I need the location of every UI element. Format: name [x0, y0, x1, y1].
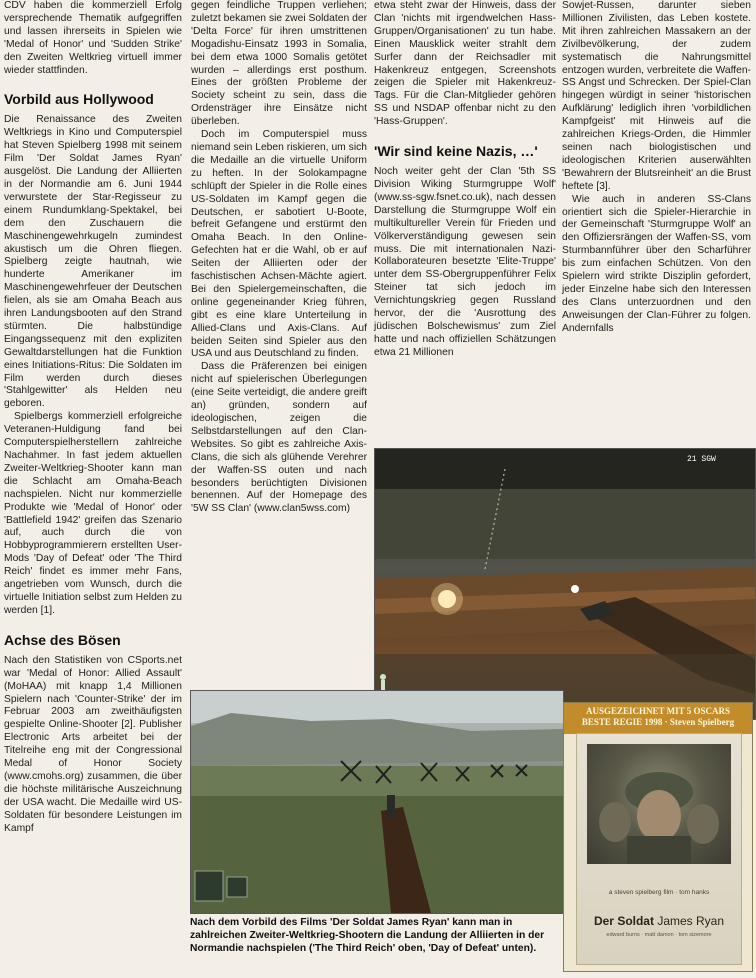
figure-caption: Nach dem Vorbild des Films 'Der Soldat James Ryan' kann man in zahlreichen Zweiter-Weltkrieg-Shootern die Landung der Alliierten in der Normandie nachspielen ('The Third Reich' oben, 'Day of Defeat' unten).	[190, 917, 545, 954]
section-heading: Achse des Bösen	[4, 631, 121, 648]
paragraph: Noch weiter geht der Clan '5th SS Division Wiking Sturmgruppe Wolf' (www.ss-sgw.fsnet.co.uk), nach dessen Darstellung die Sturmgruppe Wolf ein multikultureller Verein für Frieden und Völkerverständigung gewesen sein muss. Die mit internationalen Nazi-Kollaborateuren besetzte 'Elite-Truppe' unter dem SS-Obergruppenführer Felix Steiner tat sich jedoch im Vernichtungskrieg gegen Russland hervor, der die 'Ausrottung des jüdischen Bolschewismus' zum Ziel hatte und nach offiziellen Schätzungen etwa 21 Millionen	[374, 166, 556, 358]
article-column-1	[4, 0, 182, 975]
article-column-3	[374, 0, 556, 450]
poster-photo	[587, 744, 731, 864]
soldier-helmet-icon	[587, 744, 731, 864]
poster-banner-line2: BESTE REGIE 1998 · Steven Spielberg	[581, 717, 735, 727]
poster-frame	[576, 733, 742, 965]
poster-title	[577, 914, 741, 928]
screenshot-day-of-defeat	[190, 690, 564, 914]
paragraph: gegen feindliche Truppen verliehen; zuletzt bekamen sie zwei Soldaten der 'Delta Force' für ihren umstrittenen Mogadishu-Einsatz 1993 in Somalia, bei dem etwa 1000 Somalis getötet wurden – allerdings erst posthum. Eines der größten Probleme der Society scheint zu sein, dass die Ordensträger ihre Einsätze nicht überleben.	[191, 0, 367, 128]
screenshot-the-third-reich	[374, 448, 756, 720]
poster-title-bold: Der Soldat	[593, 914, 654, 928]
paragraph: Doch im Computerspiel muss niemand sein Leben riskieren, um sich die Medaille an die virtuelle Uniform zu heften. In der Solokampagne schlüpft der Spieler in die Rolle eines US-Soldaten im Kampf gegen die Deutschen, er sabotiert U-Boote, befreit Gefangene und erstürmt den Omaha Beach. In den Online-Gefechten hat er die Wahl, ob er auf Seiten der Alliierten oder der faschistischen Achsen-Mächte agiert. Bei den Spielergemeinschaften, die online gegeneinander Krieg führen, gibt es eine klare Unterteilung in Allied-Clans und Axis-Clans. Auf beiden Seiten sind Spieler aus den USA und aus Deutschland zu finden.	[191, 129, 367, 360]
game-scene-beach	[375, 449, 755, 719]
article-column-4	[562, 0, 751, 450]
section-heading: Vorbild aus Hollywood	[4, 91, 154, 108]
paragraph: CDV haben die kommerziell Erfolg versprechende Thematik aufgegriffen und lassen ihrerseits in Spielen wie 'Medal of Honor' und 'Sudden Strike' den Zweiten Weltkrieg virtuell immer wieder stattfinden.	[4, 0, 182, 76]
paragraph: Sowjet-Russen, darunter sieben Millionen Zivilisten, das Leben kostete. Mit ihren zahlreichen Massakern an der Zivilbevölkerung, der zudem systematisch die Nahrungsmittel entzogen wurden, verbreitete die Waffen-SS Angst und Schrecken. Der Spiel-Clan hingegen würdigt in seiner 'historischen Aufklärung' lediglich ihren 'vorbildlichen Kampfgeist' mit Hinweis auf die zahlreichen Kriegs-Orden, die Himmler seinen nach biologistischen und ideologischen Kriterien auserwählten 'Bewahrern der Blutsreinheit' an die Brust heftete [3].	[562, 0, 751, 192]
hud-score: 21 SGW	[687, 455, 716, 464]
poster-title-rest: James Ryan	[657, 914, 725, 928]
paragraph: Die Renaissance des Zweiten Weltkriegs in Kino und Computerspiel hat Steven Spielberg 1998 mit seinem Film 'Der Soldat James Ryan' ausgelöst. Die Landung der Alliierten in der Normandie am 6. Juni 1944 verwurstete der Star-Regisseur zu einem Rundumklang-Spektakel, bei dem den Zuschauern die Maschinengewehrkugeln zumindest akustisch um die Ohren fliegen. Spielberg zeigte hautnah, wie hunderte Amerikaner im Maschinengewehrfeuer der Deutschen fielen, als sie am Omaha Beach aus ihren Landungsbooten auf den Strand stürmten. Die halbstündige Eingangssequenz mit den expliziten Gewaltdarstellungen hat die Funktion eines Initiations-Ritus: Die Soldaten im Film werden durch dieses 'Stahlgewitter' als Helden neu geboren.	[4, 114, 182, 410]
paragraph: etwa steht zwar der Hinweis, dass der Clan 'nichts mit irgendwelchen Hass-Gruppen/Organisationen' zu tun habe. Einen Mausklick weiter strahlt dem Surfer dann der Reichsadler mit Hakenkreuz entgegen, Screenshots zeigen die Spieler mit Hakenkreuz-Tags. Für die Clan-Mitglieder gehören SS und NSDAP offenbar nicht zu den 'Hass-Gruppen'.	[374, 0, 556, 128]
paragraph: Spielbergs kommerziell erfolgreiche Veteranen-Huldigung fand bei Computerspielherstellern zahlreiche Nachahmer. In fast jedem aktuellen Zweiter-Weltkrieg-Shooter kann man die Schlacht am Omaha-Beach nachspielen. Nicht nur kommerzielle Produkte wie 'Medal of Honor' oder 'Battlefield 1942' greifen das Szenario auf, auch durch die von Hobbyprogrammierern erstellten User-Mods 'Day of Defeat' oder 'The Third Reich' findet es immer mehr Fans, angetrieben vom Wunsch, durch die virtuelle Initiation selbst zum Helden zu werden [1].	[4, 411, 182, 616]
game-scene-normandy	[191, 691, 563, 913]
paragraph: Wie auch in anderen SS-Clans orientiert sich die Spieler-Hierarchie in der Gemeinschaft 'Sturmgruppe Wolf' an den Offiziersrängen der Waffen-SS, vom Sturmbannführer über den Scharführer bis zum einfachen Schützen. Von den Spielern wird strikte Disziplin gefordert, jeder Einzelne habe sich den Interessen des Clans unterzuordnen und den Anweisungen der Clan-Führer zu folgen. Andernfalls	[562, 193, 751, 334]
poster-cast: a steven spielberg film · tom hanks	[608, 889, 710, 896]
poster-credits: edward burns · matt damon · tom sizemore	[606, 932, 712, 938]
paragraph: Dass die Präferenzen bei einigen nicht auf spielerischen Überlegungen (eine Seite verteidigt, die andere greift an) gründen, sondern auf ideologischen, zeigen die Selbstdarstellungen auf den Clan-Websites. So gibt es zahlreiche Axis-Clans, die sich als glühende Verehrer der Waffen-SS outen und nach besonders berüchtigten Divisionen benennen. Auf der Homepage des '5W SS Clan' (www.clan5wss.com)	[191, 361, 367, 515]
poster-banner	[564, 703, 752, 734]
movie-poster	[563, 702, 753, 972]
section-heading: 'Wir sind keine Nazis, …'	[374, 143, 538, 160]
article-column-2	[191, 0, 367, 515]
poster-banner-line1: AUSGEZEICHNET MIT 5 OSCARS	[586, 706, 730, 716]
paragraph: Nach den Statistiken von CSports.net war 'Medal of Honor: Allied Assault' (MoHAA) mit knapp 1,4 Millionen Spielern nach 'Counter-Strike' der im Februar 2003 am zweithäufigsten gespielte Online-Shooter [2]. Publisher Electronic Arts arbeitet bei der Titelreihe eng mit der Congressional Medal of Honor Society (www.cmohs.org) zusammen, die über die höchste militärische Auszeichnung der USA wacht. Die Medaille wird US-Soldaten für besondere Leistungen im Kampf	[4, 654, 182, 834]
